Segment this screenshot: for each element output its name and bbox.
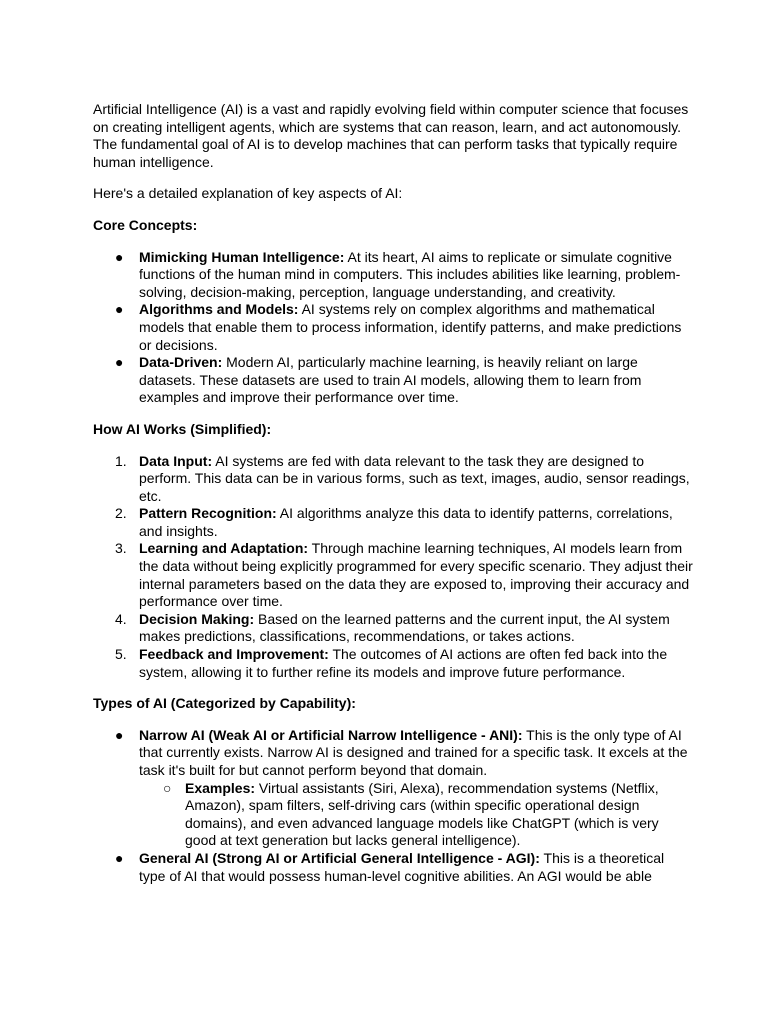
list-item: [93, 301, 693, 354]
item-title: General AI (Strong AI or Artificial General Intelligence - AGI):: [139, 849, 540, 866]
document-page: [93, 101, 693, 899]
list-item: [93, 727, 693, 850]
core-concepts-heading: Core Concepts:: [93, 216, 198, 233]
item-text: This is the only type of AI that currently exists. Narrow AI is designed and trained for a specific task. It excels at the task it's built for but cannot perform beyond that domain.: [139, 726, 688, 778]
item-title: Narrow AI (Weak AI or Artificial Narrow Intelligence - ANI):: [139, 726, 523, 743]
how-ai-works-heading: How AI Works (Simplified):: [93, 420, 272, 437]
list-number: 3.: [115, 540, 127, 557]
item-text: The outcomes of AI actions are often fed back into the system, allowing it to further refine its models and improve future performance.: [139, 646, 668, 680]
list-number: 2.: [115, 505, 127, 522]
item-title: Decision Making:: [139, 610, 255, 627]
item-text: Modern AI, particularly machine learning, is heavily reliant on large datasets. These datasets are used to train AI models, allowing them to learn from examples and improve their performance over time.: [139, 354, 642, 406]
lead-paragraph: Here's a detailed explanation of key aspects of AI:: [93, 185, 403, 202]
list-number: 5.: [115, 646, 127, 663]
list-item: [93, 646, 693, 681]
bullet-icon: ●: [115, 726, 124, 743]
list-item: [93, 453, 693, 506]
item-text: Virtual assistants (Siri, Alexa), recommendation systems (Netflix, Amazon), spam filters, self-driving cars (within specific operational design domains), and even advanced language models like ChatGPT (which is very good at text generation but lacks general intelligence).: [185, 779, 659, 849]
list-item: [93, 354, 693, 407]
item-text: Through machine learning techniques, AI models learn from the data without being explicitly programmed for every specific scenario. They adjust their internal parameters based on the data they are exposed to, improving their accuracy and performance over time.: [139, 540, 693, 610]
types-of-ai-heading: Types of AI (Categorized by Capability):: [93, 695, 356, 712]
list-item: [93, 540, 693, 610]
item-title: Examples:: [185, 779, 256, 796]
list-item: [93, 611, 693, 646]
item-title: Data Input:: [139, 452, 213, 469]
bullet-icon: ●: [115, 354, 124, 371]
item-text: Based on the learned patterns and the current input, the AI system makes predictions, classifications, recommendations, or takes actions.: [139, 610, 670, 645]
item-title: Mimicking Human Intelligence:: [139, 248, 345, 265]
core-concepts-list: [93, 249, 693, 407]
intro-paragraph: Artificial Intelligence (AI) is a vast and rapidly evolving field within computer science that focuses on creating intelligent agents, which are systems that can reason, learn, and act autonomously. The fundamental goal of AI is to develop machines that can perform tasks that typically require human intelligence.: [93, 101, 689, 170]
types-of-ai-list: [93, 727, 693, 885]
list-item: [93, 850, 693, 885]
item-title: Pattern Recognition:: [139, 505, 277, 522]
sub-bullet-icon: ○: [163, 779, 172, 796]
list-item: [93, 505, 693, 540]
item-text: AI systems rely on complex algorithms and mathematical models that enable them to process information, identify patterns, and make predictions or decisions.: [139, 301, 682, 353]
list-item: [93, 249, 693, 302]
item-title: Algorithms and Models:: [139, 301, 299, 318]
sub-list: [139, 780, 693, 850]
bullet-icon: ●: [115, 849, 124, 866]
list-number: 4.: [115, 610, 127, 627]
how-ai-works-list: [93, 453, 693, 682]
item-title: Learning and Adaptation:: [139, 540, 309, 557]
bullet-icon: ●: [115, 248, 124, 265]
sub-list-item: [139, 780, 693, 850]
bullet-icon: ●: [115, 301, 124, 318]
list-number: 1.: [115, 452, 127, 469]
item-text: AI algorithms analyze this data to identify patterns, correlations, and insights.: [139, 505, 673, 539]
item-text: This is a theoretical type of AI that would possess human-level cognitive abilities. An AGI would be able: [139, 849, 665, 884]
item-text: At its heart, AI aims to replicate or simulate cognitive functions of the human mind in computers. This includes abilities like learning, problem-solving, decision-making, perception, language understanding, and creativity.: [139, 248, 681, 300]
item-title: Feedback and Improvement:: [139, 646, 329, 663]
item-title: Data-Driven:: [139, 354, 223, 371]
item-text: AI systems are fed with data relevant to the task they are designed to perform. This data can be in various forms, such as text, images, audio, sensor readings, etc.: [139, 452, 690, 504]
